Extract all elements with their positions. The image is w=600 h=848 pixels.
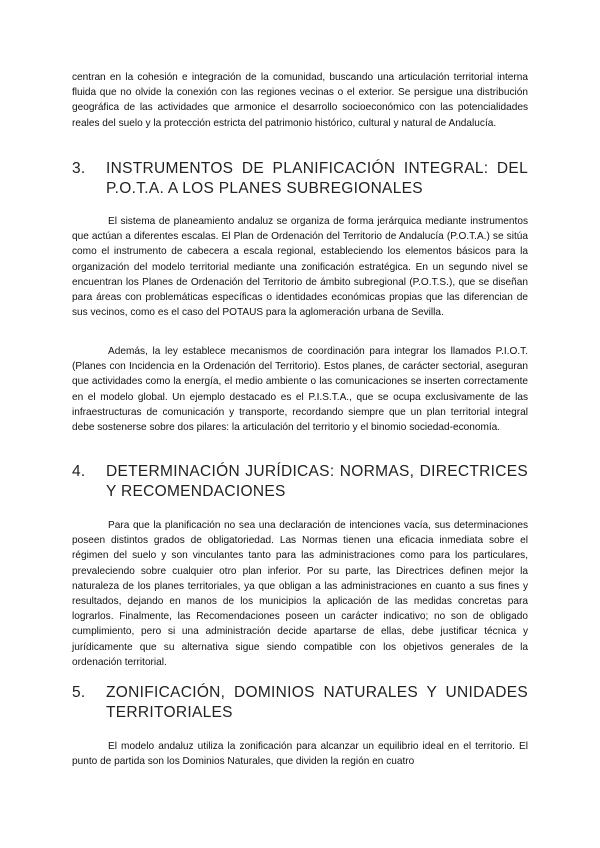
section-4-number: 4. — [72, 463, 86, 480]
intro-paragraph: centran en la cohesión e integración de la comunidad, buscando una articulación territorial interna fluida que no olvide la conexión con las regiones vecinas o el exterior. Se persigue una distribución geográfica de las actividades que armonice el desarrollo socioeconómico con las potencialidades reales del suelo y la protección estricta del patrimonio histórico, cultural y natural de Andalucía. — [72, 72, 528, 129]
section-4 — [72, 462, 528, 502]
section-4-heading — [72, 462, 528, 502]
section-3 — [72, 159, 528, 199]
section-3-paragraph-2: Además, la ley establece mecanismos de coordinación para integrar los llamados P.I.O.T. (Planes con Incidencia en la Ordenación del Territorio). Estos planes, de carácter sectorial, aseguran que actividades como la energía, el medio ambiente o las comunicaciones se inserten correctamente en el modelo global. Un ejemplo destacado es el P.I.S.T.A., que se ocupa exclusivamente de las infraestructuras de comunicación y transporte, recordando siempre que un plan territorial integral debe sostenerse sobre dos pilares: la articulación del territorio y el binomio sociedad-economía. — [72, 346, 528, 434]
section-3-heading — [72, 159, 528, 199]
section-5-paragraph-1: El modelo andaluz utiliza la zonificación para alcanzar un equilibrio ideal en el territorio. El punto de partida son los Dominios Naturales, que dividen la región en cuatro — [72, 741, 528, 768]
section-3-paragraph-2-block — [72, 344, 528, 435]
intro-block — [72, 70, 528, 131]
section-4-paragraph-1-block — [72, 518, 528, 670]
section-5 — [72, 683, 528, 723]
section-3-paragraph-1-block — [72, 214, 528, 320]
section-4-paragraph-1: Para que la planificación no sea una declaración de intenciones vacía, sus determinaciones poseen distintos grados de obligatoriedad. Las Normas tienen una eficacia inmediata sobre el régimen del suelo y son vinculantes tanto para las administraciones como para los particulares, prevaleciendo sobre cualquier otro plan inferior. Por su parte, las Directrices definen mejor la naturaleza de los planes territoriales, ya que obligan a las administraciones en cuanto a sus fines y resultados, dejando en manos de los municipios la aplicación de las medidas concretas para lograrlos. Finalmente, las Recomendaciones poseen un carácter indicativo; no son de obligado cumplimiento, pero si una administración decide apartarse de ellas, debe justificar técnica y jurídicamente que su alternativa sigue siendo compatible con los objetivos generales de la ordenación territorial. — [72, 520, 528, 668]
section-5-number: 5. — [72, 684, 86, 701]
section-3-paragraph-1: El sistema de planeamiento andaluz se organiza de forma jerárquica mediante instrumentos que actúan a diferentes escalas. El Plan de Ordenación del Territorio de Andalucía (P.O.T.A.) se sitúa como el instrumento de cabecera a escala regional, estableciendo los elementos básicos para la organización del modelo territorial mediante una zonificación estratégica. En un segundo nivel se encuentran los Planes de Ordenación del Territorio de ámbito subregional (P.O.T.S.), que se diseñan para áreas con problemáticas específicas o identidades económicas propias que las diferencian de sus vecinos, como es el caso del POTAUS para la aglomeración urbana de Sevilla. — [72, 216, 528, 319]
section-3-number: 3. — [72, 160, 86, 177]
section-5-heading — [72, 683, 528, 723]
section-5-title: ZONIFICACIÓN, DOMINIOS NATURALES Y UNIDADES TERRITORIALES — [106, 684, 528, 721]
section-3-title: INSTRUMENTOS DE PLANIFICACIÓN INTEGRAL: DEL P.O.T.A. A LOS PLANES SUBREGIONALES — [106, 160, 528, 197]
section-5-paragraph-1-block — [72, 739, 528, 769]
section-4-title: DETERMINACIÓN JURÍDICAS: NORMAS, DIRECTRICES Y RECOMENDACIONES — [106, 463, 528, 500]
